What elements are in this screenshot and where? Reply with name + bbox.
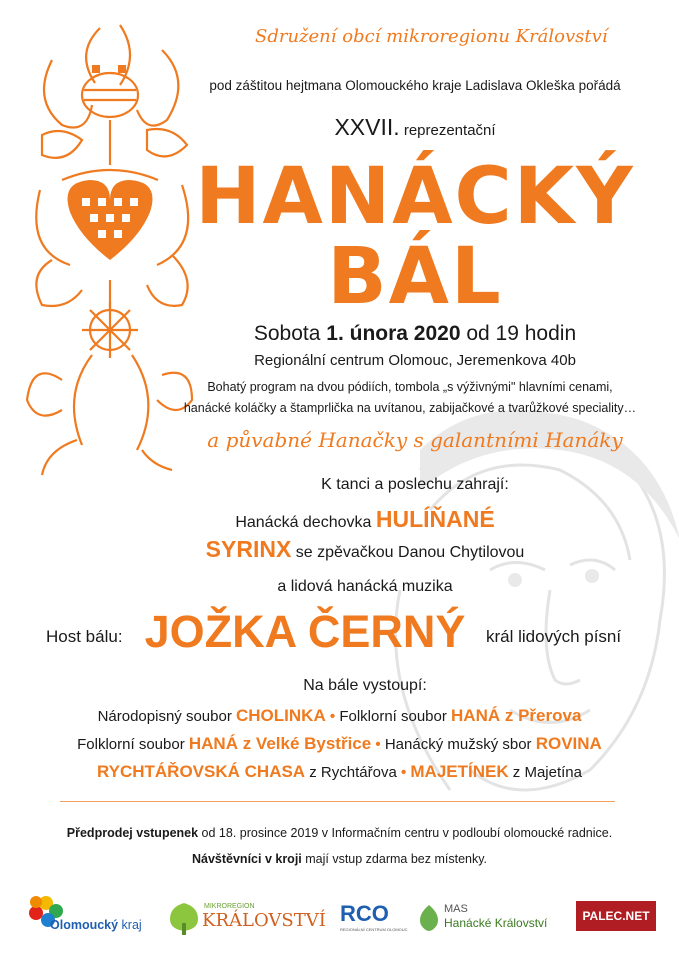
logo-palec[interactable] (576, 901, 656, 931)
row3-p1-name: RYCHTÁŘOVSKÁ CHASA (96, 762, 306, 781)
event-date (190, 322, 640, 346)
tree-icon (166, 901, 202, 935)
row1-p2-name: HANÁ z Přerova (451, 706, 582, 725)
date-prefix: Sobota (253, 322, 327, 345)
olomoucky-text: Olomoucký (50, 918, 119, 932)
row2-p1-name: HANÁ z Velké Bystřice (188, 734, 372, 753)
date-suffix: od 19 hodin (460, 322, 577, 345)
divider (60, 801, 615, 802)
band-1 (100, 506, 630, 533)
guest-title: král lidových písní (486, 627, 622, 646)
presale-bold: Předprodej vstupenek (66, 826, 199, 840)
mas-small: MAS (444, 903, 468, 915)
title-line-1: HANÁCKÝ (195, 152, 635, 242)
band-3: a lidová hanácká muzika (277, 578, 453, 595)
band-1-name: HULÍŇANÉ (375, 506, 495, 532)
performers-heading: Na bále vystoupí: (303, 677, 427, 694)
logo-mikroregion[interactable] (166, 893, 326, 943)
guest-name: JOŽKA ČERNÝ (144, 606, 466, 657)
tagline: a půvabné Hanačky s galantními Hanáky (207, 428, 623, 452)
band-2-name: SYRINX (205, 536, 292, 562)
music-heading: K tanci a poslechu zahrají: (321, 476, 509, 493)
performers-row-2 (0, 734, 679, 754)
sponsor-logos (0, 893, 679, 943)
guest-label: Host bálu: (46, 627, 123, 646)
mas-big: Hanácké Království (444, 916, 548, 930)
bullet: • (325, 708, 340, 725)
logo-olomoucky-kraj[interactable] (22, 893, 157, 943)
row3-p2-suffix: z Majetína (508, 764, 582, 781)
band-1-prefix: Hanácká dechovka (235, 514, 376, 531)
performers-row-3 (0, 762, 679, 782)
edition-text: reprezentační (399, 122, 496, 139)
row3-p2-name: MAJETÍNEK (410, 762, 509, 781)
costume-bold: Návštěvníci v kroji (191, 852, 302, 866)
row2-p2-name: ROVINA (535, 734, 602, 753)
row2-p2-prefix: Hanácký mužský sbor (384, 736, 536, 753)
band-2 (100, 536, 630, 563)
edition-numeral: XXVII. (334, 114, 400, 140)
rco-small: REGIONÁLNÍ CENTRUM OLOMOUC (340, 927, 408, 932)
row3-p1-suffix: z Rychtářova (305, 764, 397, 781)
edition-line (180, 114, 650, 141)
presale-rest: od 18. prosince 2019 v Informačním centru v podloubí olomoucké radnice. (198, 826, 613, 840)
program-line-1: Bohatý program na dvou pódiích, tombola „s výživnými" hlavními cenami, (207, 380, 613, 394)
date-bold: 1. února 2020 (326, 322, 461, 345)
rco-text: RCO (340, 901, 389, 926)
palec-text: PALEC.NET (582, 909, 650, 923)
event-venue: Regionální centrum Olomouc, Jeremenkova 40b (254, 352, 576, 369)
program-line-2: hanácké koláčky a štamprlička na uvítanou, zabijačkové a tvarůžkové speciality… (183, 401, 637, 415)
bullet: • (396, 764, 411, 781)
row1-p1-name: CHOLINKA (236, 706, 326, 725)
patron-line: pod záštitou hejtmana Olomouckého kraje Ladislava Okleška pořádá (209, 78, 621, 93)
mikroregion-small: MIKROREGION (204, 903, 255, 910)
logo-rco[interactable] (338, 893, 408, 943)
band-2-suffix: se zpěvačkou Danou Chytilovou (291, 544, 525, 561)
mikroregion-big: KRÁLOVSTVÍ (202, 910, 326, 931)
row1-p1-prefix: Národopisný soubor (97, 708, 236, 725)
row1-p2-prefix: Folklorní soubor (339, 708, 452, 725)
logo-mas[interactable] (416, 893, 566, 943)
organizer-name: Sdružení obcí mikroregionu Království (255, 26, 608, 47)
leaf-icon (416, 903, 442, 933)
kraj-text: kraj (118, 918, 142, 932)
row2-p1-prefix: Folklorní soubor (77, 736, 189, 753)
performers-row-1 (0, 706, 679, 726)
costume-rest: mají vstup zdarma bez místenky. (301, 852, 488, 866)
presale-note (0, 826, 679, 840)
title-line-2: BÁL (327, 232, 503, 322)
bullet: • (371, 736, 385, 753)
costume-note (0, 852, 679, 866)
